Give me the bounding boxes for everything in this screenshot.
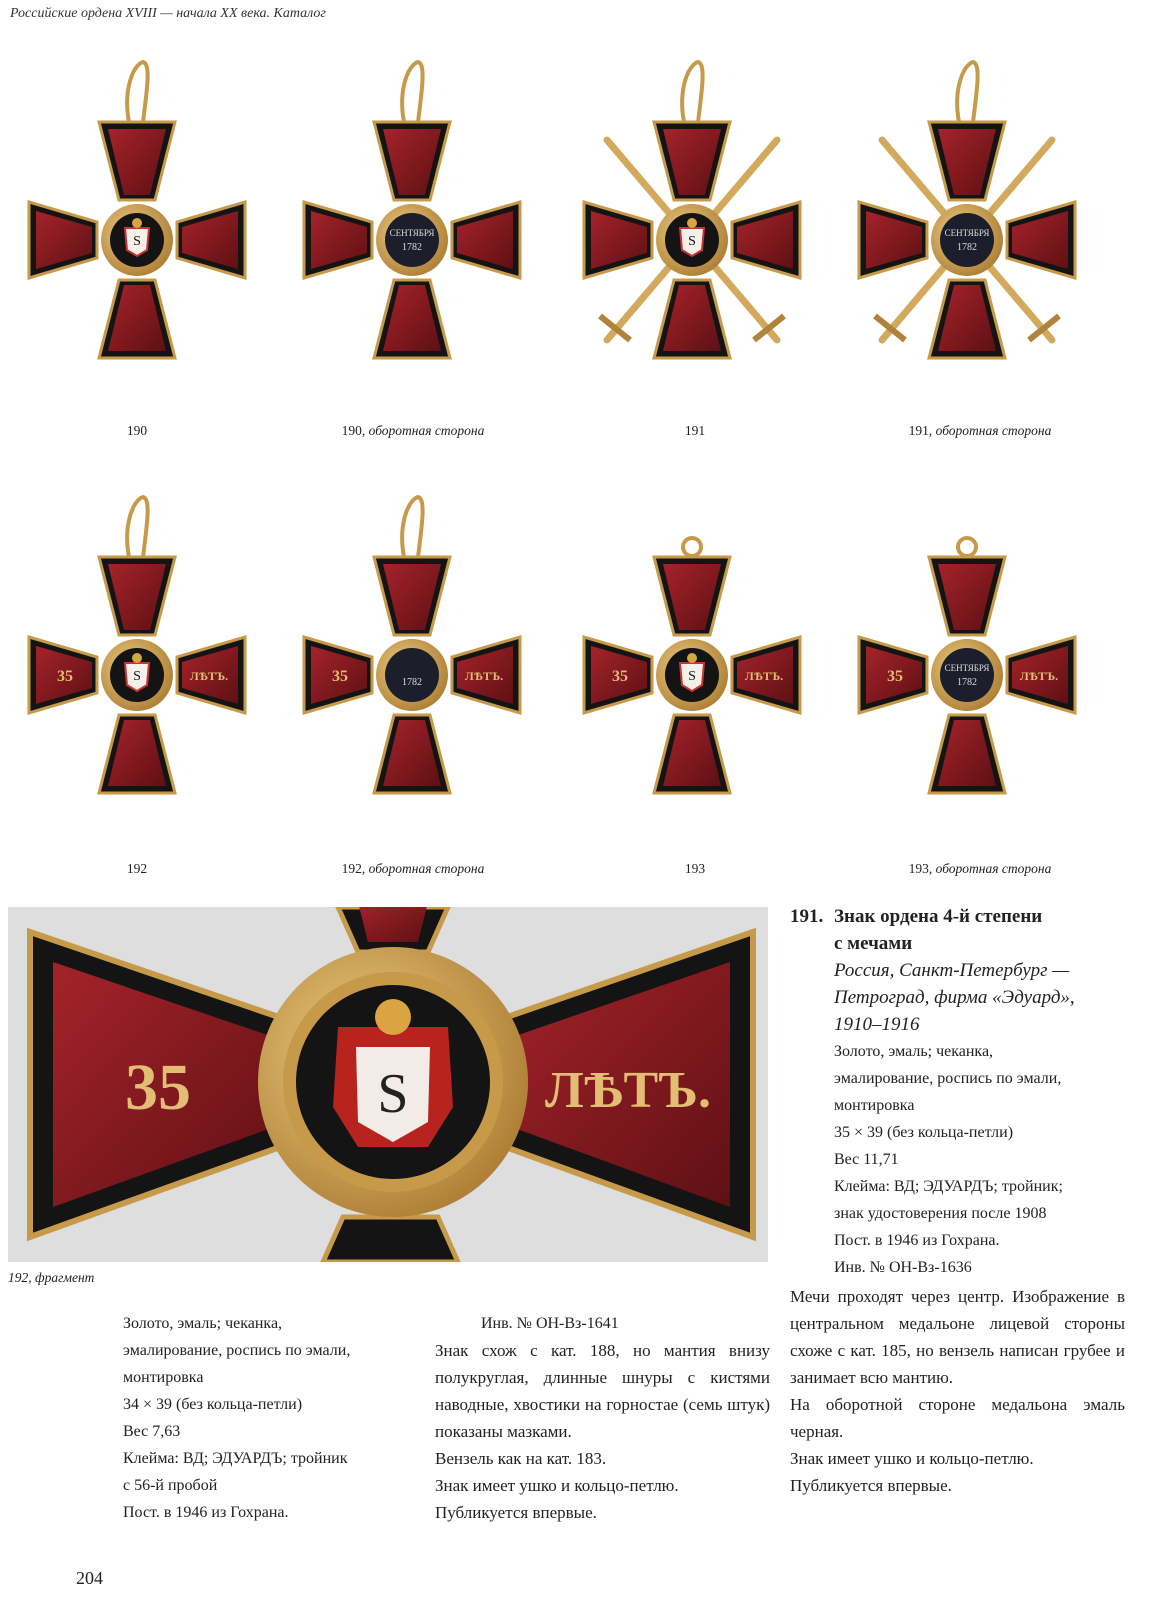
order-192-reverse bbox=[297, 475, 527, 840]
fragment-word: ЛѢТЪ. bbox=[545, 1062, 711, 1119]
entry-title-2: с мечами bbox=[834, 933, 913, 954]
spec-line: эмалирование, роспись по эмали, bbox=[123, 1342, 351, 1359]
desc-paragraph: Мечи проходят через центр. Изображение в центральном медальоне лицевой стороны схоже с кат. 185, но вензель написан грубее и занимает всю мантию. bbox=[790, 1287, 1125, 1387]
arm-word: ЛѢТЪ. bbox=[464, 669, 504, 683]
order-193-front bbox=[577, 475, 807, 840]
order-190-front bbox=[22, 55, 252, 400]
arm-number: 35 bbox=[612, 668, 628, 685]
desc-paragraph: Публикуется впервые. bbox=[435, 1503, 597, 1522]
arm-number: 35 bbox=[332, 668, 348, 685]
entry-192-specs bbox=[123, 1310, 413, 1526]
desc-paragraph: Знак имеет ушко и кольцо-петлю. bbox=[435, 1476, 679, 1495]
medal-year-text: 1782 bbox=[402, 242, 422, 253]
desc-paragraph: Знак имеет ушко и кольцо-петлю. bbox=[790, 1449, 1034, 1468]
spec-line: Инв. № ОН-Вз-1636 bbox=[834, 1259, 972, 1276]
medal-date-text: СЕНТЯБРЯ bbox=[944, 663, 990, 673]
arm-word: ЛѢТЪ. bbox=[1019, 669, 1059, 683]
spec-line: Золото, эмаль; чеканка, bbox=[834, 1043, 994, 1060]
order-191-reverse bbox=[852, 55, 1082, 400]
caption-192-reverse: 192, оборотная сторона bbox=[341, 861, 485, 876]
spec-line: Вес 11,71 bbox=[834, 1151, 899, 1168]
desc-paragraph: На оборотной стороне медальона эмаль черная. bbox=[790, 1395, 1125, 1441]
spec-line: 35 × 39 (без кольца-петли) bbox=[834, 1124, 1014, 1141]
entry-191 bbox=[790, 903, 1125, 1499]
caption-192: 192 bbox=[126, 861, 148, 876]
arm-word: ЛѢТЪ. bbox=[744, 669, 784, 683]
spec-line: Пост. в 1946 из Гохрана. bbox=[123, 1504, 289, 1521]
medal-date-text: СЕНТЯБРЯ bbox=[389, 228, 435, 238]
entry-title: Знак ордена 4-й степени bbox=[834, 906, 1043, 927]
caption-193-reverse: 193, оборотная сторона bbox=[908, 861, 1052, 876]
inventory-number: Инв. № ОН-Вз-1641 bbox=[481, 1315, 619, 1332]
desc-paragraph: Вензель как на кат. 183. bbox=[435, 1449, 607, 1468]
caption-190: 190 bbox=[126, 423, 148, 438]
spec-line: монтировка bbox=[834, 1097, 915, 1114]
spec-line: Клейма: ВД; ЭДУАРДЪ; тройник bbox=[123, 1450, 348, 1467]
spec-line: 34 × 39 (без кольца-петли) bbox=[123, 1396, 303, 1413]
order-192-front bbox=[22, 475, 252, 840]
arm-number: 35 bbox=[57, 668, 73, 685]
spec-line: Пост. в 1946 из Гохрана. bbox=[834, 1232, 1000, 1249]
fragment-number: 35 bbox=[125, 1051, 191, 1124]
entry-date: 1910–1916 bbox=[834, 1014, 920, 1035]
medal-year-text: 1782 bbox=[957, 242, 977, 253]
spec-line: эмалирование, роспись по эмали, bbox=[834, 1070, 1062, 1087]
caption-193: 193 bbox=[684, 861, 706, 876]
caption-190-reverse: 190, оборотная сторона bbox=[341, 423, 485, 438]
entry-number: 191. bbox=[790, 906, 824, 927]
order-190-reverse bbox=[297, 55, 527, 400]
svg-text:S: S bbox=[377, 1063, 409, 1125]
entry-192-description bbox=[435, 1310, 770, 1526]
caption-191-reverse: 191, оборотная сторона bbox=[908, 423, 1052, 438]
spec-line: знак удостоверения после 1908 bbox=[834, 1205, 1047, 1222]
spec-line: с 56-й пробой bbox=[123, 1477, 218, 1494]
medal-year-text: 1782 bbox=[957, 677, 977, 688]
spec-line: Клейма: ВД; ЭДУАРДЪ; тройник; bbox=[834, 1178, 1063, 1195]
desc-paragraph: Знак схож с кат. 188, но мантия внизу полукруглая, длинные шнуры с кистями наводные, хвостики на горностае (семь штук) показаны мазками. bbox=[435, 1341, 770, 1441]
arm-number: 35 bbox=[887, 668, 903, 685]
spec-line: Вес 7,63 bbox=[123, 1423, 181, 1440]
order-193-reverse bbox=[852, 475, 1082, 840]
page-number: 204 bbox=[76, 1568, 103, 1588]
medal-date-text: СЕНТЯБРЯ bbox=[944, 228, 990, 238]
entry-place-2: Петроград, фирма «Эдуард», bbox=[834, 987, 1075, 1008]
caption-191: 191 bbox=[684, 423, 706, 438]
arm-word: ЛѢТЪ. bbox=[189, 669, 229, 683]
spec-line: монтировка bbox=[123, 1369, 204, 1386]
entry-place: Россия, Санкт-Петербург — bbox=[834, 960, 1070, 981]
desc-paragraph: Публикуется впервые. bbox=[790, 1476, 952, 1495]
medal-year-text: 1782 bbox=[402, 677, 422, 688]
order-191-front bbox=[577, 55, 807, 400]
order-192-fragment-photo bbox=[8, 907, 768, 1262]
running-title: Российские ордена XVIII — начала XX века. Каталог bbox=[10, 6, 326, 21]
fragment-caption: 192, фрагмент bbox=[8, 1270, 95, 1285]
spec-line: Золото, эмаль; чеканка, bbox=[123, 1315, 283, 1332]
